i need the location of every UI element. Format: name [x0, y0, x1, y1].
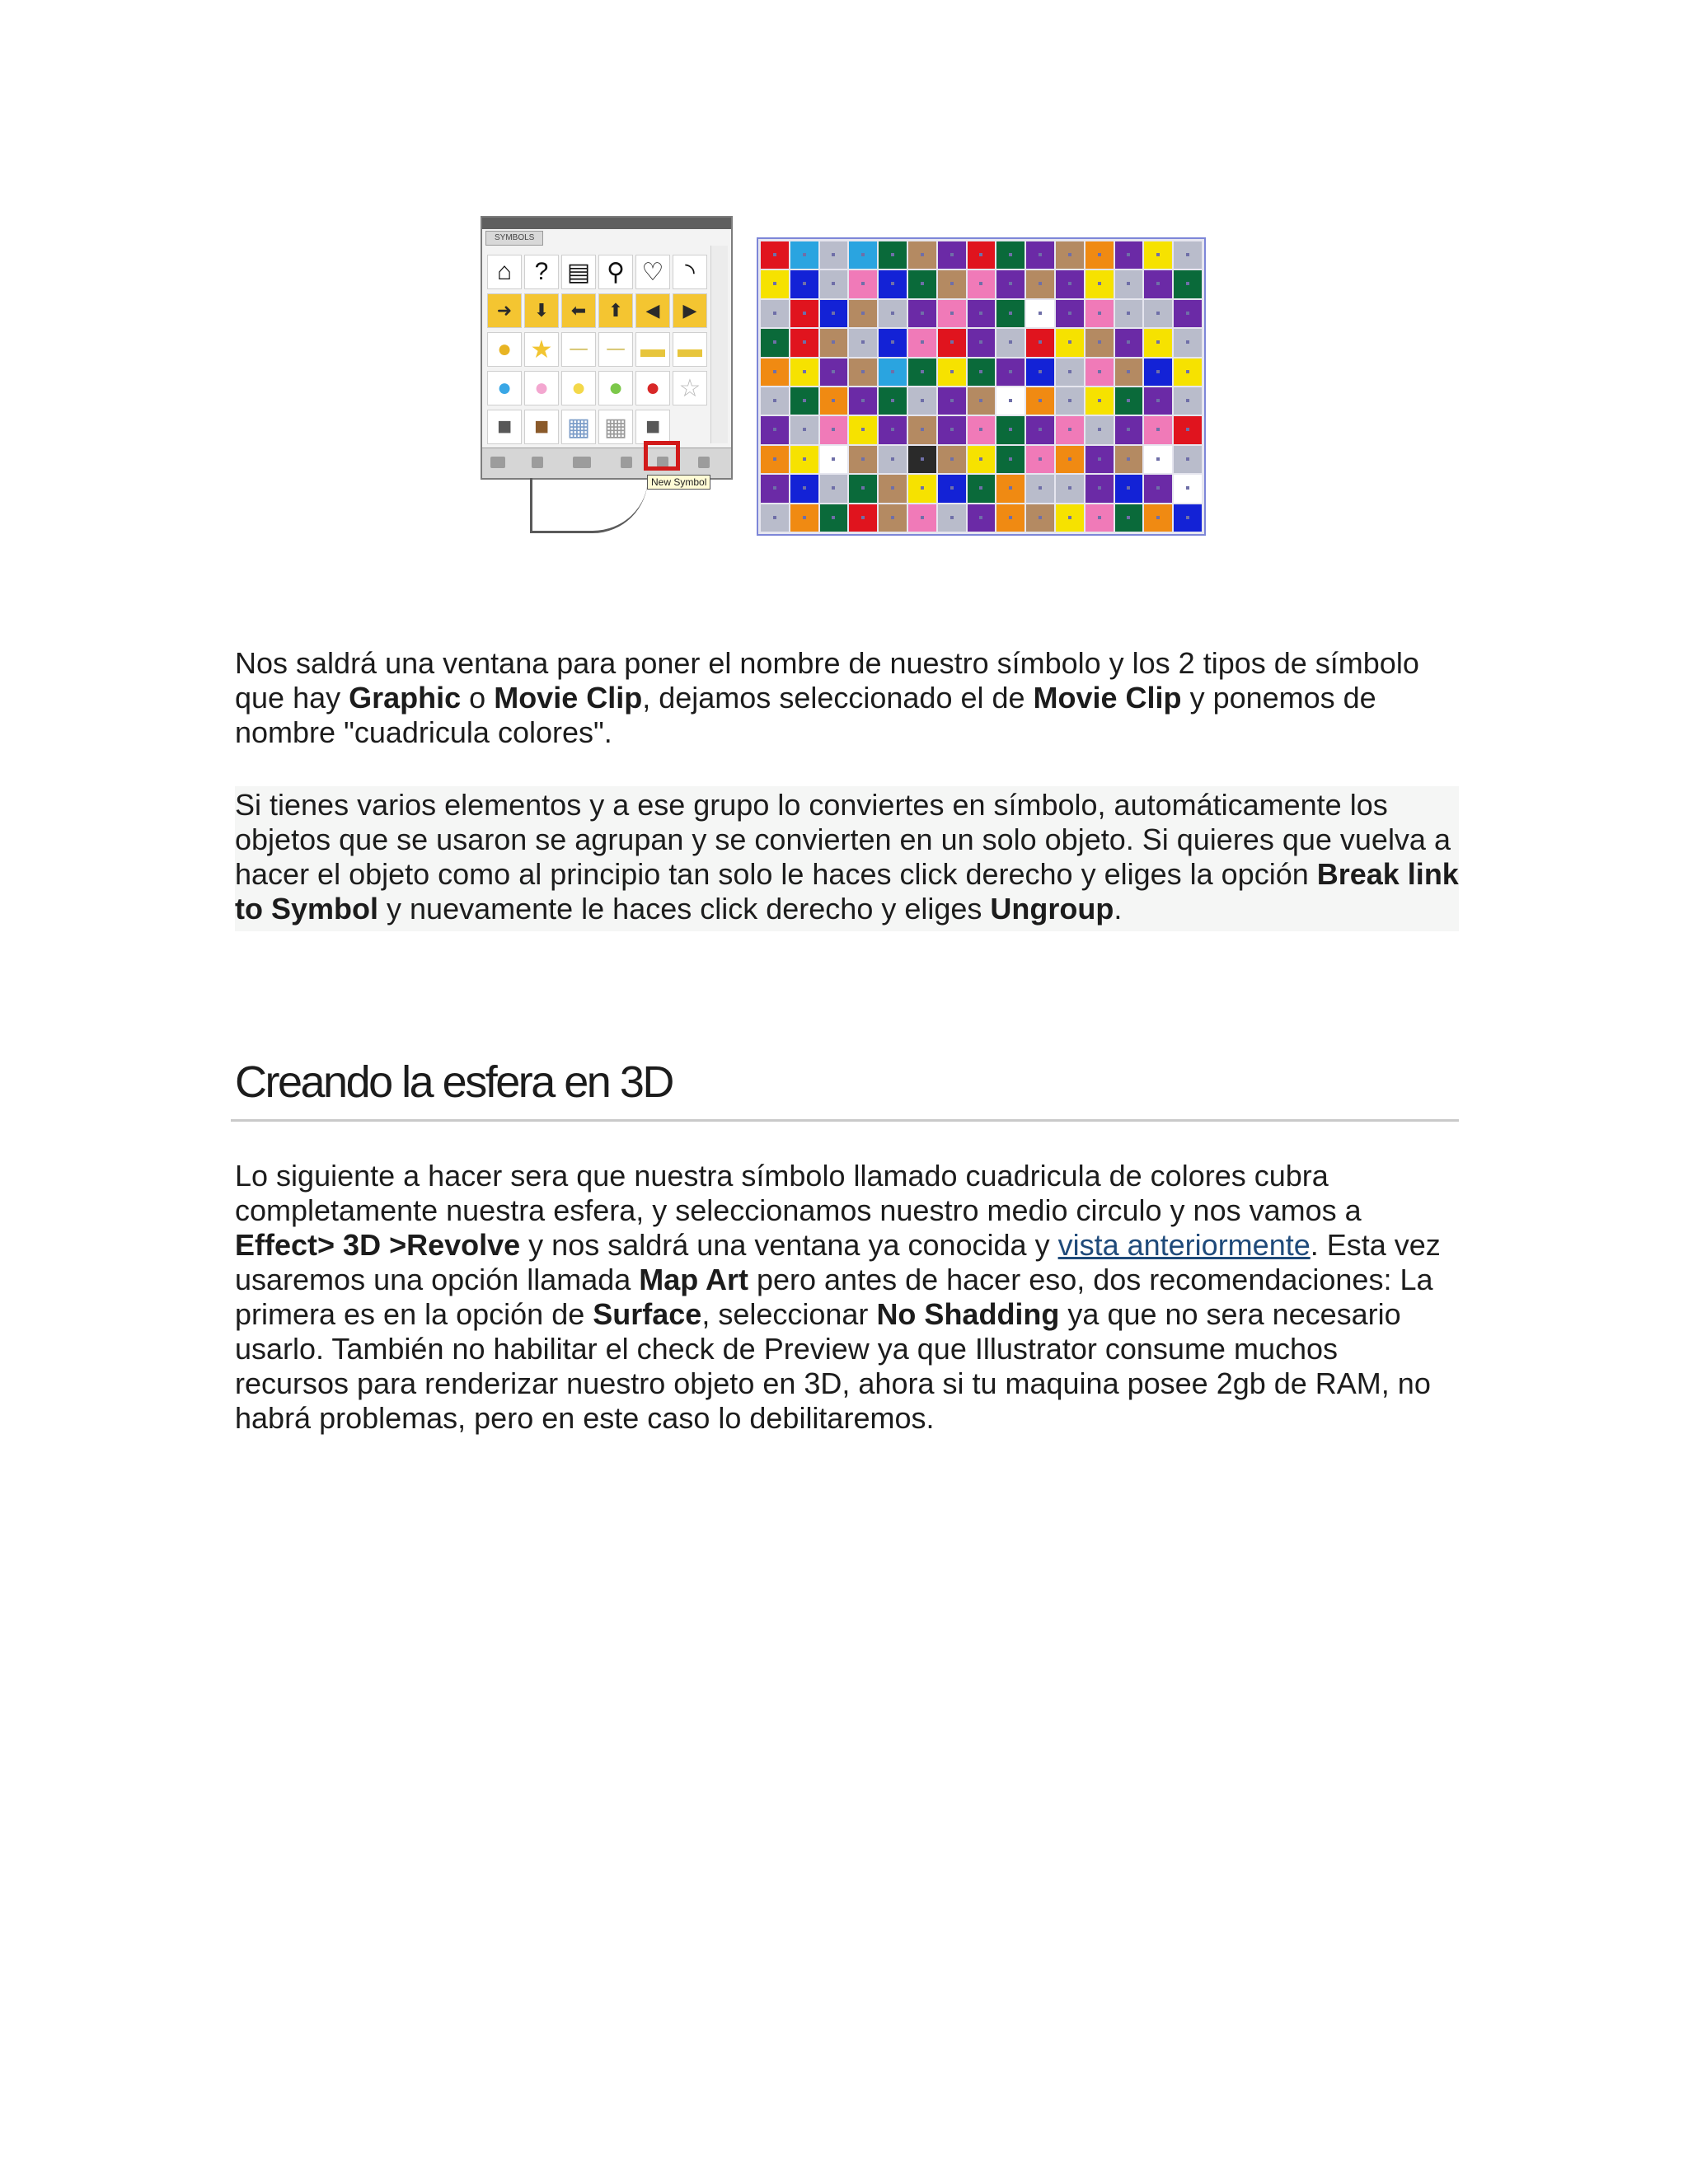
color-swatch [1085, 446, 1114, 473]
color-swatch [908, 270, 936, 298]
color-swatch [968, 359, 996, 386]
color-swatch [820, 446, 848, 473]
panel-title-bar[interactable] [482, 218, 731, 229]
color-swatch [879, 387, 907, 415]
color-swatch [790, 475, 818, 502]
color-swatch [879, 241, 907, 269]
color-swatch [1085, 416, 1114, 443]
color-swatch [1174, 300, 1202, 327]
text-run: y ponemos de nombre "cuadricula colores". [235, 681, 1376, 749]
text-run: , seleccionar [701, 1297, 877, 1331]
color-swatch [968, 475, 996, 502]
color-swatch [1026, 416, 1054, 443]
link-vista-anteriormente[interactable]: vista anteriormente [1057, 1228, 1311, 1262]
color-swatch [938, 270, 966, 298]
symbol-row [487, 410, 711, 444]
color-swatch [938, 416, 966, 443]
color-swatch [820, 475, 848, 502]
basket-icon[interactable]: ▤ [561, 255, 596, 289]
color-swatch [968, 416, 996, 443]
text-run: y nos saldrá una ventana ya conocida y [520, 1228, 1058, 1262]
color-swatch [1144, 475, 1172, 502]
color-swatch [908, 475, 936, 502]
color-swatch [938, 300, 966, 327]
color-swatch [761, 387, 789, 415]
color-swatch [908, 300, 936, 327]
pink-orb-icon[interactable]: ● [524, 371, 559, 405]
text-run: Si tienes varios elementos y a ese grupo lo conviertes en símbolo, automáticamente los objetos que se usaron se agrupan y se convierten en un solo objeto. Si quieres que vuelva a hacer el objeto como al principio tan solo le haces click derecho y eliges la opción [235, 788, 1451, 891]
color-swatch [820, 359, 848, 386]
triangle-right-icon[interactable]: ▶ [673, 293, 707, 328]
color-swatch [1085, 241, 1114, 269]
bar-icon[interactable]: ▬ [635, 332, 670, 367]
rss-icon[interactable]: ◝ [673, 255, 707, 289]
color-swatch [849, 475, 877, 502]
text-run: o [461, 681, 495, 715]
paragraph-break-link [235, 786, 1459, 931]
heart-icon[interactable]: ♡ [635, 255, 670, 289]
color-swatch [1026, 329, 1054, 356]
color-swatch [761, 241, 789, 269]
color-swatch [761, 446, 789, 473]
section-heading: Creando la esfera en 3D [235, 1057, 673, 1107]
color-swatch [1144, 329, 1172, 356]
blue-orb-icon[interactable]: ● [487, 371, 522, 405]
arrow-up-icon[interactable]: ⬆ [598, 293, 633, 328]
panel-bottom-toolbar [482, 448, 731, 478]
color-swatch [1026, 387, 1054, 415]
color-swatch [908, 241, 936, 269]
color-swatch [1174, 359, 1202, 386]
color-swatch [761, 359, 789, 386]
color-swatch [1056, 270, 1084, 298]
text-run: Nos saldrá una ventana para poner el nombre de nuestro símbolo y los 2 tipos de símbolo que hay [235, 646, 1419, 715]
color-swatch [1056, 387, 1084, 415]
color-swatch [1026, 300, 1054, 327]
color-swatch [1144, 241, 1172, 269]
color-swatch [996, 300, 1025, 327]
color-swatch [1056, 329, 1084, 356]
symbol-row [487, 255, 711, 289]
color-swatch [968, 270, 996, 298]
coin-icon[interactable]: ● [487, 332, 522, 367]
color-swatch [1144, 359, 1172, 386]
color-swatch [908, 329, 936, 356]
library-menu-icon[interactable] [490, 457, 505, 468]
text-run: . Esta vez usaremos una opción llamada [235, 1228, 1441, 1296]
red-sticker-icon[interactable]: ● [635, 371, 670, 405]
text-run: ya que no sera necesario usarlo. También no habilitar el check de Preview ya que Illustrator consume muchos recursos para renderizar nuestro objeto en 3D, ahora si tu maquina posee 2gb de RAM, no habrá problemas, pero en este caso lo debilitaremos. [235, 1297, 1431, 1435]
bar-icon[interactable]: ▬ [673, 332, 707, 367]
bold-break-link: Break link to Symbol [235, 857, 1459, 926]
callout-line [530, 478, 648, 533]
color-swatch [908, 387, 936, 415]
color-swatch [996, 359, 1025, 386]
color-swatch [1085, 504, 1114, 532]
color-swatch [968, 329, 996, 356]
color-swatch [1115, 504, 1143, 532]
text-run: Lo siguiente a hacer sera que nuestra símbolo llamado cuadricula de colores cubra completamente nuestra esfera, y seleccionamos nuestro medio circulo y nos vamos a [235, 1159, 1362, 1227]
color-swatch [849, 300, 877, 327]
yellow-orb-icon[interactable]: ● [561, 371, 596, 405]
color-swatch [1115, 270, 1143, 298]
color-swatch [1056, 300, 1084, 327]
magnifier-icon[interactable]: ⚲ [598, 255, 633, 289]
help-icon[interactable]: ? [524, 255, 559, 289]
color-swatch [1056, 359, 1084, 386]
color-swatch [996, 504, 1025, 532]
color-swatch [820, 241, 848, 269]
dark-swatch-icon[interactable]: ■ [487, 410, 522, 444]
arrow-right-icon[interactable]: ➜ [487, 293, 522, 328]
new-symbol-highlight [644, 441, 680, 471]
symbol-row [487, 293, 711, 328]
bold-ungroup: Ungroup [990, 892, 1114, 926]
color-swatch [879, 359, 907, 386]
symbol-row [487, 332, 711, 367]
color-swatch [1115, 359, 1143, 386]
paragraph-symbol-dialog [235, 646, 1459, 750]
color-swatch [761, 475, 789, 502]
color-swatch [1115, 387, 1143, 415]
color-swatch [761, 300, 789, 327]
color-swatch [1085, 329, 1114, 356]
color-swatch [820, 300, 848, 327]
color-swatch [1144, 300, 1172, 327]
home-icon[interactable]: ⌂ [487, 255, 522, 289]
symbols-tab[interactable]: SYMBOLS [485, 231, 543, 246]
green-orb-icon[interactable]: ● [598, 371, 633, 405]
color-swatch [1144, 446, 1172, 473]
panel-scrollbar[interactable] [710, 246, 728, 443]
grey-pattern-icon[interactable]: ▦ [598, 410, 633, 444]
color-swatch [790, 329, 818, 356]
color-swatch [879, 329, 907, 356]
symbol-library-grid [487, 255, 711, 448]
arrow-left-icon[interactable]: ⬅ [561, 293, 596, 328]
heading-divider [231, 1119, 1459, 1122]
color-swatch [790, 504, 818, 532]
color-swatch [1085, 270, 1114, 298]
star-icon[interactable]: ★ [524, 332, 559, 367]
color-swatch [1144, 416, 1172, 443]
bold-surface: Surface [593, 1297, 702, 1331]
color-checker-grid [757, 237, 1206, 536]
color-swatch [879, 504, 907, 532]
color-swatch [1056, 446, 1084, 473]
text-run: y nuevamente le haces click derecho y eliges [378, 892, 991, 926]
color-swatch [849, 446, 877, 473]
color-swatch [968, 241, 996, 269]
bold-movie-clip: Movie Clip [494, 681, 643, 715]
color-swatch [1056, 504, 1084, 532]
color-swatch [790, 300, 818, 327]
color-swatch [1174, 387, 1202, 415]
color-swatch [761, 270, 789, 298]
color-swatch [938, 475, 966, 502]
dark-swatch-icon[interactable]: ■ [635, 410, 670, 444]
color-swatch [968, 504, 996, 532]
color-swatch [1026, 270, 1054, 298]
place-symbol-icon[interactable] [532, 457, 543, 468]
illustration-figure [481, 216, 1210, 550]
color-swatch [908, 416, 936, 443]
color-swatch [1174, 446, 1202, 473]
color-swatch [879, 416, 907, 443]
color-swatch [820, 387, 848, 415]
color-swatch [1174, 416, 1202, 443]
break-link-icon[interactable] [573, 457, 591, 468]
color-swatch [849, 241, 877, 269]
color-swatch [996, 475, 1025, 502]
color-swatch [1026, 446, 1054, 473]
color-swatch [820, 504, 848, 532]
color-swatch [820, 270, 848, 298]
color-swatch [1026, 241, 1054, 269]
color-swatch [1144, 504, 1172, 532]
color-swatch [1174, 270, 1202, 298]
color-swatch [996, 329, 1025, 356]
color-swatch [1115, 241, 1143, 269]
color-swatch [938, 359, 966, 386]
color-swatch [1174, 475, 1202, 502]
color-swatch [938, 446, 966, 473]
color-swatch [790, 416, 818, 443]
color-swatch [1174, 241, 1202, 269]
blue-pattern-icon[interactable]: ▦ [561, 410, 596, 444]
color-swatch [761, 504, 789, 532]
color-swatch [938, 504, 966, 532]
bold-effect-path: Effect> 3D >Revolve [235, 1228, 521, 1262]
color-swatch [1144, 387, 1172, 415]
symbol-row [487, 371, 711, 405]
paragraph-revolve [235, 1159, 1459, 1436]
color-swatch [996, 270, 1025, 298]
color-swatch [908, 446, 936, 473]
line-icon[interactable]: ─ [561, 332, 596, 367]
color-swatch [1085, 359, 1114, 386]
color-swatch [790, 270, 818, 298]
color-swatch [1174, 329, 1202, 356]
text-run: , dejamos seleccionado el de [642, 681, 1034, 715]
color-swatch [1115, 300, 1143, 327]
color-swatch [849, 504, 877, 532]
color-swatch [1115, 329, 1143, 356]
color-swatch [968, 387, 996, 415]
symbols-panel [481, 216, 733, 480]
color-swatch [1056, 241, 1084, 269]
color-swatch [879, 446, 907, 473]
color-swatch [996, 241, 1025, 269]
color-swatch [908, 359, 936, 386]
color-swatch [996, 387, 1025, 415]
color-swatch [790, 241, 818, 269]
color-swatch [849, 359, 877, 386]
line-icon[interactable]: ─ [598, 332, 633, 367]
wood-swatch-icon[interactable]: ■ [524, 410, 559, 444]
color-swatch [849, 416, 877, 443]
color-swatch [1085, 475, 1114, 502]
color-swatch [820, 329, 848, 356]
color-swatch [1174, 504, 1202, 532]
bold-no-shadding: No Shadding [876, 1297, 1060, 1331]
color-swatch [820, 416, 848, 443]
color-swatch [790, 387, 818, 415]
color-swatch [879, 300, 907, 327]
color-swatch [968, 446, 996, 473]
arrow-down-icon[interactable]: ⬇ [524, 293, 559, 328]
bold-map-art: Map Art [639, 1263, 748, 1296]
color-swatch [1085, 300, 1114, 327]
color-swatch [790, 359, 818, 386]
color-swatch [996, 416, 1025, 443]
color-swatch [908, 504, 936, 532]
color-swatch [1026, 475, 1054, 502]
color-swatch [938, 241, 966, 269]
color-swatch [1115, 475, 1143, 502]
color-swatch [879, 270, 907, 298]
color-swatch [879, 475, 907, 502]
color-swatch [1026, 504, 1054, 532]
delete-symbol-icon[interactable] [698, 457, 710, 468]
color-swatch [1026, 359, 1054, 386]
bold-movie-clip: Movie Clip [1033, 681, 1182, 715]
color-swatch [1085, 387, 1114, 415]
color-swatch [849, 270, 877, 298]
color-swatch [1056, 416, 1084, 443]
new-symbol-tooltip: New Symbol [647, 475, 710, 490]
triangle-left-icon[interactable]: ◀ [635, 293, 670, 328]
outline-star-icon[interactable]: ☆ [673, 371, 707, 405]
color-swatch [1056, 475, 1084, 502]
color-swatch [761, 416, 789, 443]
color-swatch [996, 446, 1025, 473]
color-swatch [1144, 270, 1172, 298]
text-run: . [1114, 892, 1123, 926]
color-swatch [849, 329, 877, 356]
symbol-options-icon[interactable] [621, 457, 632, 468]
color-swatch [849, 387, 877, 415]
color-swatch [761, 329, 789, 356]
color-swatch [1115, 446, 1143, 473]
color-swatch [968, 300, 996, 327]
text-run: pero antes de hacer eso, dos recomendaciones: La primera es en la opción de [235, 1263, 1433, 1331]
color-swatch [938, 387, 966, 415]
color-swatch [938, 329, 966, 356]
color-swatch [790, 446, 818, 473]
color-swatch [1115, 416, 1143, 443]
bold-graphic: Graphic [349, 681, 462, 715]
